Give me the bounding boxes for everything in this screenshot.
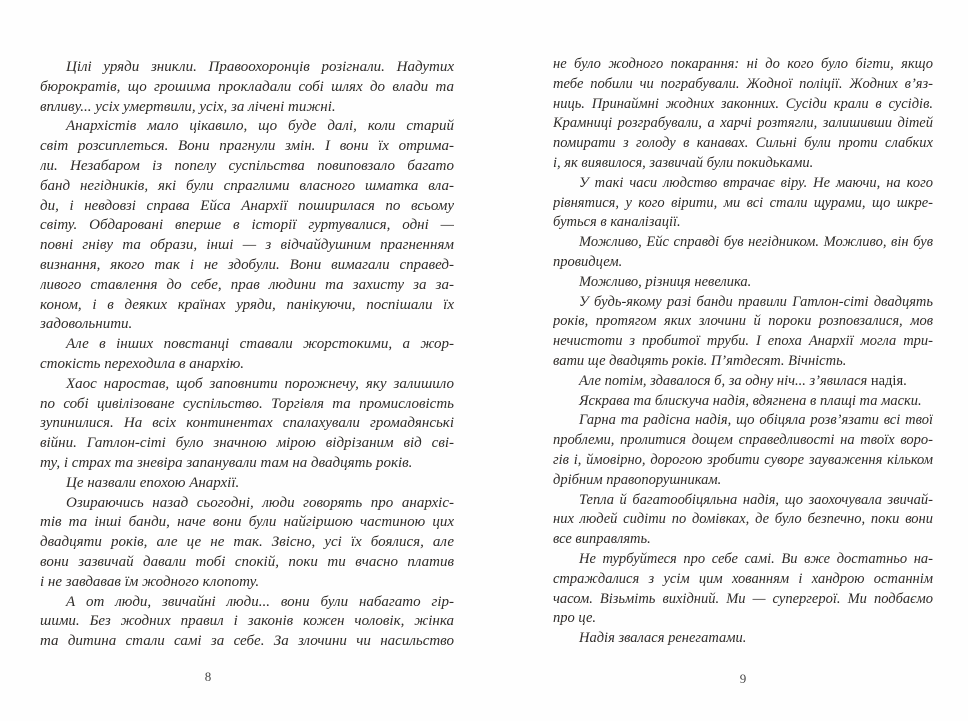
text-line-italic: Цілі уряди зникли. Правоохоронців розігнали. Надутих — [66, 59, 454, 75]
text-line — [40, 256, 454, 276]
text-line — [553, 392, 933, 412]
text-line-italic: повні гніву та образи, інші — з відчайдушним прагненням — [40, 237, 454, 254]
text-line — [553, 233, 933, 253]
text-line — [553, 95, 933, 115]
text-line-italic: по собі цивілізоване суспільство. Торгівля та промисловість — [40, 395, 454, 412]
text-line — [553, 510, 933, 530]
text-line — [40, 197, 454, 217]
text-line-italic: тів та інші банди, наче вони були найгіршою частиною цих — [40, 514, 454, 531]
text-line-italic: А от люди, звичайні люди... вони були набагато гір- — [66, 593, 454, 610]
text-line-italic: Гарна та радісна надія, що обіцяла розв’язати всі твої — [579, 412, 933, 429]
text-line-italic: Яскрава та блискуча надія, вдягнена в плащі та маски. — [579, 392, 922, 409]
text-line — [40, 513, 454, 533]
text-line — [553, 491, 933, 511]
text-line-italic: шими. Без жодних правил і законів кожен чоловік, жінка — [40, 613, 454, 630]
text-line-italic: двадцяти років, але це не так. Звісно, усі їх боялися, але — [40, 534, 454, 551]
text-line-italic: Але в інших повстанці ставали жорстокими, а жор- — [66, 336, 454, 353]
text-line-italic: провидцем. — [553, 253, 623, 270]
text-line — [40, 414, 454, 434]
text-line — [40, 355, 454, 375]
text-line — [40, 137, 454, 157]
text-line-italic: років, протягом яких злочини й пороки розповзалися, мов — [553, 313, 933, 330]
text-line-italic: банд негідників, які були спраглими власного шматка вла- — [40, 177, 454, 194]
text-line — [553, 253, 933, 273]
text-line-italic: світу. Обдаровані вперше в історії гуртувалися, одні — — [40, 217, 454, 234]
text-line — [40, 315, 454, 335]
text-line — [553, 431, 933, 451]
text-line-italic: Надія звалася ренегатами. — [579, 630, 747, 647]
text-line-italic: Крамниці розграбували, а харчі розтягли, залишивши дітей — [553, 115, 933, 132]
text-line — [40, 612, 454, 632]
text-line-italic: Можливо, Ейс справді був негідником. Можливо, він був — [579, 234, 933, 251]
text-line-italic: Це назвали епохою Анархії. — [66, 474, 240, 491]
text-line — [553, 213, 933, 233]
text-line — [40, 216, 454, 236]
text-line-italic: вони зазвичай давали тобі спокій, поки ти вчасно платив — [40, 553, 454, 570]
text-line-italic: них людей сидіти по домівках, де було безпечно, поки вони — [553, 511, 933, 528]
text-line-italic: ту, і страх та зневіра запанували там на двадцять років. — [40, 454, 413, 471]
text-line-italic: і не завдавав їм жодного клопоту. — [40, 573, 260, 590]
text-line-italic: вати ще двадцять років. П’ятдесят. Вічність. — [553, 352, 847, 369]
text-line-italic: тебе побили чи пограбували. Жодної поліції. Жодних в’яз- — [553, 75, 933, 92]
text-line-italic: ливого ставлення до себе, прав людини та захисту за за- — [40, 276, 454, 293]
text-line — [553, 550, 933, 570]
text-line-italic: У будь-якому разі банди правили Гатлон-сіті двадцять — [579, 293, 933, 310]
text-line-italic: гів і, ймовірно, дорогою зробити суворе зауваження кільком — [553, 451, 933, 468]
text-line — [40, 98, 454, 118]
text-line-italic: ли. Незабаром із попелу суспільства повиповзало багато — [40, 157, 454, 174]
text-line-italic: страждалися з усім цим хованням і хандрою останнім — [553, 570, 933, 587]
text-line — [40, 375, 454, 395]
text-line — [553, 411, 933, 431]
text-line — [553, 372, 933, 392]
text-line — [40, 296, 454, 316]
text-line — [40, 632, 454, 652]
text-line — [40, 454, 454, 474]
text-line — [553, 530, 933, 550]
text-line — [553, 629, 933, 649]
book-page-left-text — [40, 58, 454, 652]
page-number-right: 9 — [739, 671, 747, 686]
text-line — [553, 609, 933, 629]
text-line-italic: Анархістів мало цікавило, що буде далі, коли старий — [66, 118, 454, 135]
text-line — [40, 494, 454, 514]
text-line — [553, 590, 933, 610]
text-line — [40, 593, 454, 613]
text-line — [40, 177, 454, 197]
text-line — [553, 332, 933, 352]
text-line-italic: Хаос наростав, щоб заповнити порожнечу, яку залишило — [66, 375, 454, 392]
text-line-italic: не було жодного покарання: ні до кого було бігти, якщо — [553, 56, 933, 72]
text-line — [40, 533, 454, 553]
text-line — [553, 293, 933, 313]
text-line-italic: часом. Візьміть вихідний. Ми — супергерої. Ми подбаємо — [553, 590, 933, 607]
text-line-italic: Озираючись назад сьогодні, люди говорять про анархіс- — [66, 494, 454, 511]
text-line-italic: ди, і невдовзі справа Ейса Анархії поширилася по всьому — [40, 197, 454, 214]
page-number-left: 8 — [204, 669, 212, 684]
text-line — [40, 157, 454, 177]
text-line-italic: та дитина стали самі за себе. За злочини чи насильство — [40, 633, 454, 650]
text-line — [40, 474, 454, 494]
text-line-italic: буться в каналізації. — [553, 214, 681, 231]
text-line-italic: визнання, якого так і не здобули. Вони вимагали справед- — [40, 256, 454, 273]
text-line-italic: помирати з голоду в канавах. Сильні були проти слабких — [553, 135, 933, 152]
text-line-italic: зупинилися. На всіх континентах спалахували громадянські — [40, 415, 454, 432]
text-line — [40, 117, 454, 137]
text-line — [553, 75, 933, 95]
text-line-italic: коном, і в деяких країнах уряди, панікуючи, поспішали їх — [40, 296, 454, 313]
text-line — [553, 471, 933, 491]
text-line — [553, 194, 933, 214]
text-line — [553, 174, 933, 194]
text-line-italic: задовольнити. — [40, 316, 133, 333]
text-line — [553, 134, 933, 154]
text-line — [40, 434, 454, 454]
text-line-italic: війни. Гатлон-сіті було значною мірою відрізаним від сві- — [40, 435, 454, 452]
text-line-italic: проблеми, пролитися дощем справедливості на твоїх воро- — [553, 432, 933, 449]
text-line-italic: все виправлять. — [553, 531, 651, 548]
text-line — [40, 276, 454, 296]
text-line-italic: світ розсиплеться. Вони прагнули змін. І вони їх отрима- — [40, 138, 454, 155]
text-line-italic: рівнятися, у кого вірити, ми всі стали щурами, що шкре- — [553, 194, 933, 211]
text-line-roman-emphasis: надія. — [870, 372, 907, 389]
text-line-italic: дрібним правопорушникам. — [553, 471, 722, 488]
text-line-italic: ниць. Принаймні жодних законних. Сусіди крали в сусідів. — [553, 95, 933, 112]
text-line-italic: про це. — [553, 610, 597, 627]
text-line — [40, 78, 454, 98]
text-line — [553, 451, 933, 471]
text-line — [553, 352, 933, 372]
text-line — [553, 114, 933, 134]
book-page-right-text — [553, 55, 933, 649]
text-line — [553, 312, 933, 332]
text-line — [553, 570, 933, 590]
text-line — [553, 154, 933, 174]
text-line — [553, 55, 933, 75]
text-line — [40, 236, 454, 256]
text-line — [40, 573, 454, 593]
text-line-italic: нечистоти з пробитої труби. І епоха Анархії могла три- — [553, 333, 933, 350]
text-line — [40, 395, 454, 415]
text-line-italic: і, як виявилося, зазвичай були покидьками. — [553, 154, 814, 171]
text-line — [40, 335, 454, 355]
text-line-italic: Тепла й багатообіцяльна надія, що заохочувала звичай- — [579, 491, 933, 508]
text-line-italic: бюрократів, що грошима прокладали собі шлях до влади та — [40, 78, 454, 95]
text-line — [40, 553, 454, 573]
text-line-italic: У такі часи людство втрачає віру. Не маючи, на кого — [579, 174, 933, 191]
text-line-italic: Можливо, різниця невелика. — [579, 273, 752, 290]
text-line — [553, 273, 933, 293]
text-line-italic: стокість переходила в анархію. — [40, 355, 245, 372]
text-line — [40, 58, 454, 78]
text-line-italic: впливу... усіх умертвили, усіх, за лічені тижні. — [40, 98, 336, 115]
text-line-italic: Не турбуйтеся про себе самі. Ви вже достатньо на- — [579, 550, 933, 567]
text-line-italic: Але потім, здавалося б, за одну ніч... з’явилася — [579, 372, 871, 389]
